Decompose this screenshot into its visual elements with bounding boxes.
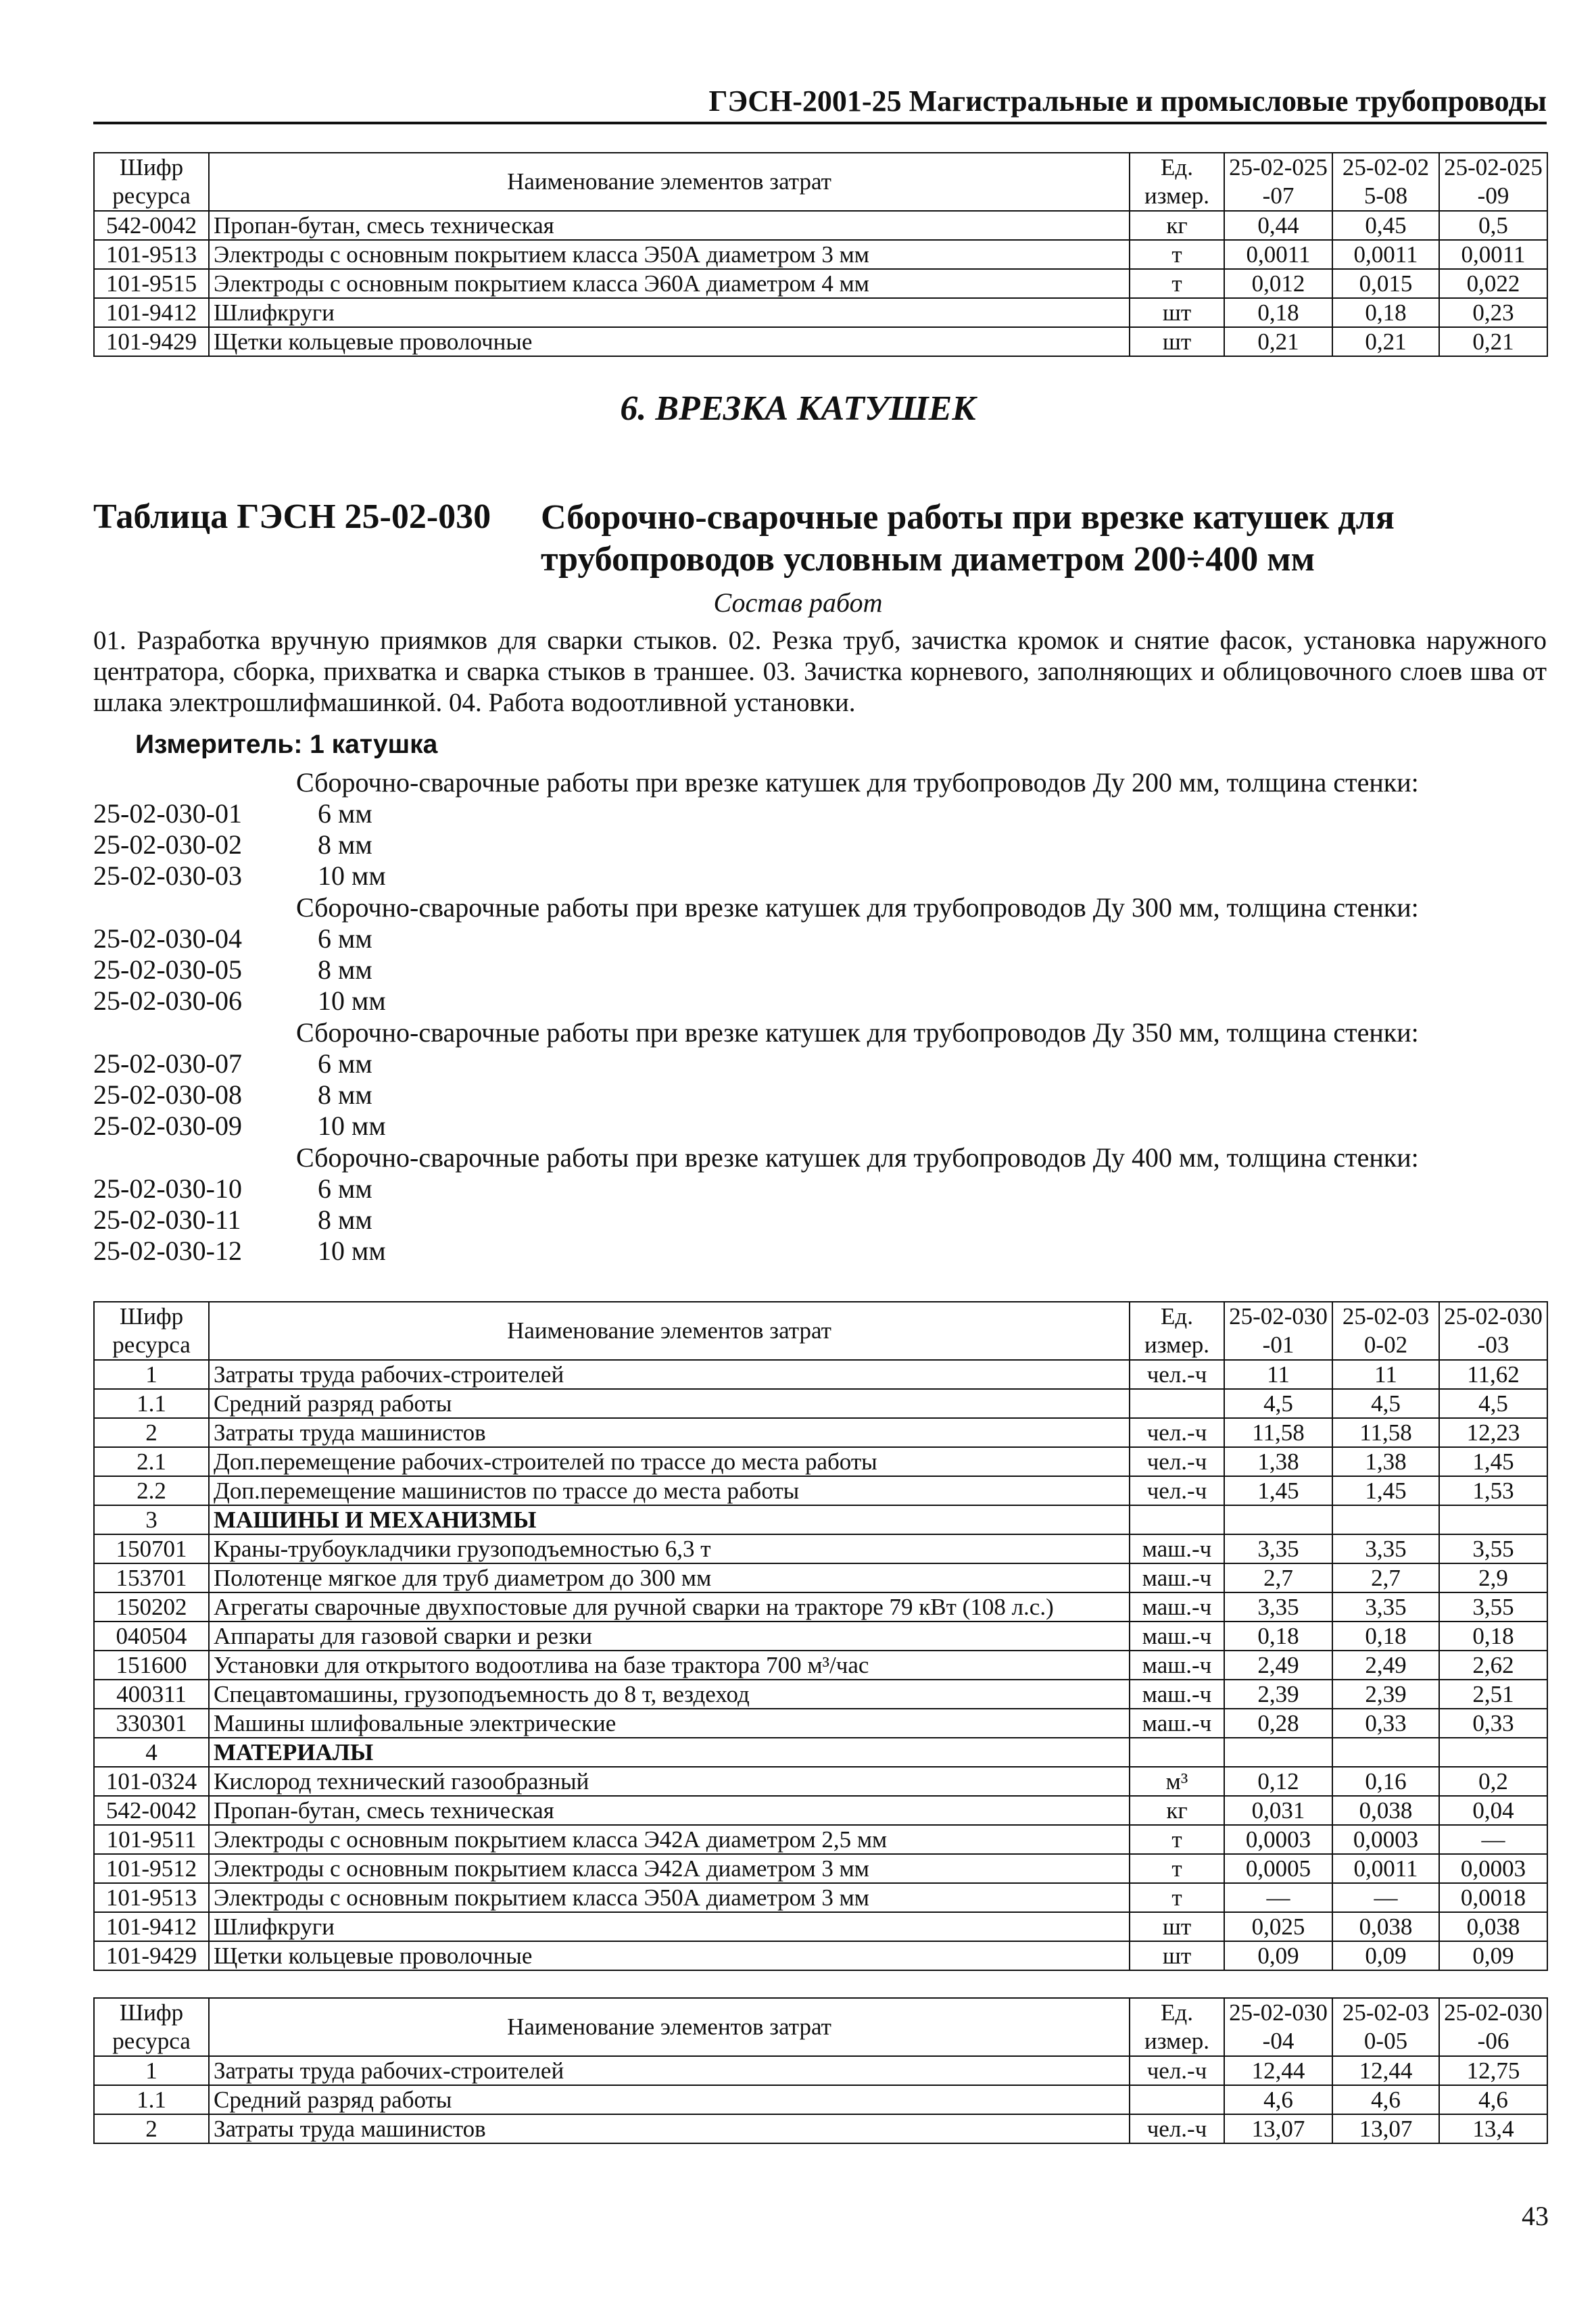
cell-value-3: 12,23 (1439, 1418, 1547, 1447)
cell-unit: маш.-ч (1130, 1534, 1224, 1563)
header-col-3: 25-02-030-03 (1439, 1302, 1547, 1360)
header-unit: Ед. измер. (1130, 1998, 1224, 2056)
cell-code: 150202 (94, 1592, 209, 1622)
table-row (94, 1447, 1547, 1476)
cell-unit: маш.-ч (1130, 1563, 1224, 1592)
cell-code: 2.2 (94, 1476, 209, 1505)
cell-value-2: 4,5 (1332, 1389, 1439, 1418)
cell-unit: т (1130, 1825, 1224, 1854)
cell-value-2: 4,6 (1332, 2085, 1439, 2114)
cell-unit: чел.-ч (1130, 2056, 1224, 2085)
header-col-2: 25-02-025-08 (1332, 153, 1439, 211)
cell-value-2 (1332, 1738, 1439, 1767)
variant-code: 25-02-030-07 (93, 1048, 242, 1079)
variant-item (93, 1236, 1547, 1267)
cell-name: Установки для открытого водоотлива на базе трактора 700 м³/час (209, 1651, 1130, 1680)
table-row (94, 2056, 1547, 2085)
cell-name: Средний разряд работы (209, 1389, 1130, 1418)
header-col-1: 25-02-030-04 (1224, 1998, 1332, 2056)
variant-group-heading: Сборочно-сварочные работы при врезке катушек для трубопроводов Ду 300 мм, толщина стенки: (296, 892, 1419, 923)
cell-code: 101-0324 (94, 1767, 209, 1796)
cell-code: 542-0042 (94, 1796, 209, 1825)
cell-value-1: 11 (1224, 1360, 1332, 1389)
variant-thickness: 8 мм (318, 1204, 372, 1235)
cell-unit: шт (1130, 327, 1224, 356)
header-col-2: 25-02-030-05 (1332, 1998, 1439, 2056)
cell-value-3: 13,4 (1439, 2114, 1547, 2143)
cell-name: Шлифкруги (209, 1912, 1130, 1941)
cell-name: Пропан-бутан, смесь техническая (209, 211, 1130, 240)
cell-code: 2.1 (94, 1447, 209, 1476)
cell-code: 400311 (94, 1680, 209, 1709)
table-row (94, 1912, 1547, 1941)
table-row (94, 1505, 1547, 1534)
cell-value-3: 0,21 (1439, 327, 1547, 356)
resource-table-next (93, 1997, 1548, 2144)
cell-unit: маш.-ч (1130, 1709, 1224, 1738)
cell-unit (1130, 1738, 1224, 1767)
variant-item (93, 1111, 1547, 1142)
cell-value-1: 1,45 (1224, 1476, 1332, 1505)
cell-value-1: 0,0005 (1224, 1854, 1332, 1883)
header-col-2: 25-02-030-02 (1332, 1302, 1439, 1360)
composition-title: Состав работ (713, 587, 883, 618)
page-header (93, 80, 1547, 124)
cell-name: Доп.перемещение рабочих-строителей по трассе до места работы (209, 1447, 1130, 1476)
cell-code: 3 (94, 1505, 209, 1534)
header-col-1: 25-02-030-01 (1224, 1302, 1332, 1360)
cell-unit: т (1130, 1854, 1224, 1883)
cell-code: 040504 (94, 1622, 209, 1651)
cell-value-3 (1439, 1738, 1547, 1767)
cell-value-2: 0,038 (1332, 1796, 1439, 1825)
table-row (94, 1854, 1547, 1883)
cell-value-2: 0,33 (1332, 1709, 1439, 1738)
cell-unit: шт (1130, 298, 1224, 327)
cell-value-3: 3,55 (1439, 1534, 1547, 1563)
cell-code: 330301 (94, 1709, 209, 1738)
variant-thickness: 10 мм (318, 1111, 386, 1141)
cell-value-3: 2,62 (1439, 1651, 1547, 1680)
variant-thickness: 6 мм (318, 1173, 372, 1204)
cell-value-2: 0,16 (1332, 1767, 1439, 1796)
table-header-row (94, 1302, 1547, 1360)
header-code: Шифр ресурса (94, 1998, 209, 2056)
variant-item (93, 985, 1547, 1017)
cell-code: 542-0042 (94, 211, 209, 240)
cell-code: 101-9412 (94, 1912, 209, 1941)
variant-item (93, 1048, 1547, 1079)
cell-value-1: 4,6 (1224, 2085, 1332, 2114)
table-row (94, 240, 1547, 269)
cell-name: МАТЕРИАЛЫ (209, 1738, 1130, 1767)
variant-code: 25-02-030-02 (93, 829, 242, 860)
cell-value-2: 0,45 (1332, 211, 1439, 240)
cell-name: МАШИНЫ И МЕХАНИЗМЫ (209, 1505, 1130, 1534)
cell-value-2: 11,58 (1332, 1418, 1439, 1447)
table-row (94, 1709, 1547, 1738)
cell-name: Пропан-бутан, смесь техническая (209, 1796, 1130, 1825)
table-row (94, 1360, 1547, 1389)
cell-name: Электроды с основным покрытием класса Э50А диаметром 3 мм (209, 1883, 1130, 1912)
cell-code: 101-9515 (94, 269, 209, 298)
cell-unit: чел.-ч (1130, 1447, 1224, 1476)
cell-value-2: — (1332, 1883, 1439, 1912)
resource-table-main (93, 1301, 1548, 1971)
variant-thickness: 10 мм (318, 860, 386, 891)
cell-value-2: 13,07 (1332, 2114, 1439, 2143)
cell-value-3: — (1439, 1825, 1547, 1854)
cell-code: 101-9513 (94, 1883, 209, 1912)
cell-value-3: 2,51 (1439, 1680, 1547, 1709)
cell-name: Краны-трубоукладчики грузоподъемностью 6,3 т (209, 1534, 1130, 1563)
table-row (94, 1592, 1547, 1622)
variant-code: 25-02-030-12 (93, 1236, 242, 1266)
cell-code: 150701 (94, 1534, 209, 1563)
cell-value-2: 2,49 (1332, 1651, 1439, 1680)
cell-value-1: 3,35 (1224, 1592, 1332, 1622)
cell-value-2: 2,39 (1332, 1680, 1439, 1709)
cell-name: Кислород технический газообразный (209, 1767, 1130, 1796)
cell-name: Электроды с основным покрытием класса Э50А диаметром 3 мм (209, 240, 1130, 269)
variant-group-heading: Сборочно-сварочные работы при врезке катушек для трубопроводов Ду 200 мм, толщина стенки: (296, 767, 1419, 798)
cell-name: Машины шлифовальные электрические (209, 1709, 1130, 1738)
table-row (94, 1418, 1547, 1447)
header-unit: Ед. измер. (1130, 153, 1224, 211)
resource-table-prev (93, 152, 1548, 357)
cell-value-3: 0,022 (1439, 269, 1547, 298)
cell-value-3: 3,55 (1439, 1592, 1547, 1622)
header-col-3: 25-02-025-09 (1439, 153, 1547, 211)
table-header-row (94, 1998, 1547, 2056)
table-row (94, 1883, 1547, 1912)
variant-item (93, 1173, 1547, 1204)
table-row (94, 1651, 1547, 1680)
header-unit: Ед. измер. (1130, 1302, 1224, 1360)
table-row (94, 1476, 1547, 1505)
cell-value-3: 0,038 (1439, 1912, 1547, 1941)
cell-code: 101-9429 (94, 327, 209, 356)
cell-value-3: 0,2 (1439, 1767, 1547, 1796)
variant-code: 25-02-030-10 (93, 1173, 242, 1204)
cell-unit: м³ (1130, 1767, 1224, 1796)
header-code: Шифр ресурса (94, 1302, 209, 1360)
cell-value-2: 0,0003 (1332, 1825, 1439, 1854)
table-row (94, 298, 1547, 327)
cell-code: 2 (94, 2114, 209, 2143)
cell-unit: т (1130, 269, 1224, 298)
variant-thickness: 8 мм (318, 829, 372, 860)
cell-value-2: 0,18 (1332, 1622, 1439, 1651)
cell-name: Агрегаты сварочные двухпостовые для ручной сварки на тракторе 79 кВт (108 л.с.) (209, 1592, 1130, 1622)
cell-unit (1130, 1389, 1224, 1418)
variant-code: 25-02-030-03 (93, 860, 242, 891)
cell-name: Электроды с основным покрытием класса Э60А диаметром 4 мм (209, 269, 1130, 298)
cell-value-1 (1224, 1738, 1332, 1767)
cell-code: 1.1 (94, 1389, 209, 1418)
cell-name: Затраты труда машинистов (209, 1418, 1130, 1447)
cell-value-1: 0,44 (1224, 211, 1332, 240)
cell-value-1 (1224, 1505, 1332, 1534)
cell-value-1: 0,18 (1224, 298, 1332, 327)
cell-name: Спецавтомашины, грузоподъемность до 8 т, вездеход (209, 1680, 1130, 1709)
cell-value-1: 1,38 (1224, 1447, 1332, 1476)
variant-item (93, 923, 1547, 954)
cell-code: 151600 (94, 1651, 209, 1680)
table-row (94, 269, 1547, 298)
cell-value-1: 0,28 (1224, 1709, 1332, 1738)
composition-text: 01. Разработка вручную приямков для сварки стыков. 02. Резка труб, зачистка кромок и снятие фасок, установка наружного центратора, сборка, прихватка и сварка стыков в траншее. 03. Зачистка корневого, заполняющих и облицовочного слоев шва от шлака электрошлифмашинкой. 04. Работа водоотливной установки. (93, 626, 1547, 717)
cell-value-3: 2,9 (1439, 1563, 1547, 1592)
cell-value-1: 0,0011 (1224, 240, 1332, 269)
variant-item (93, 860, 1547, 892)
header-code: Шифр ресурса (94, 153, 209, 211)
table-row (94, 1534, 1547, 1563)
variants-list (93, 766, 1547, 1267)
table-row (94, 327, 1547, 356)
table-header-row (94, 153, 1547, 211)
cell-value-2: 12,44 (1332, 2056, 1439, 2085)
cell-value-3: 0,0003 (1439, 1854, 1547, 1883)
cell-unit: т (1130, 240, 1224, 269)
cell-unit: маш.-ч (1130, 1680, 1224, 1709)
variant-item (93, 954, 1547, 985)
variant-code: 25-02-030-06 (93, 985, 242, 1016)
cell-value-2: 11 (1332, 1360, 1439, 1389)
cell-value-3 (1439, 1505, 1547, 1534)
cell-name: Аппараты для газовой сварки и резки (209, 1622, 1130, 1651)
cell-code: 1 (94, 2056, 209, 2085)
variant-item (93, 798, 1547, 829)
table-name: Сборочно-сварочные работы при врезке катушек для трубопроводов условным диаметром 200÷400 мм (541, 498, 1395, 579)
variant-code: 25-02-030-01 (93, 798, 242, 829)
cell-value-1: 0,09 (1224, 1941, 1332, 1970)
cell-value-1: — (1224, 1883, 1332, 1912)
cell-unit: т (1130, 1883, 1224, 1912)
cell-unit: чел.-ч (1130, 1360, 1224, 1389)
cell-value-3: 0,23 (1439, 298, 1547, 327)
table-code: Таблица ГЭСН 25-02-030 (93, 497, 491, 536)
cell-value-2: 0,21 (1332, 327, 1439, 356)
cell-name: Затраты труда рабочих-строителей (209, 1360, 1130, 1389)
cell-unit: шт (1130, 1941, 1224, 1970)
cell-name: Средний разряд работы (209, 2085, 1130, 2114)
cell-value-1: 0,012 (1224, 269, 1332, 298)
header-name: Наименование элементов затрат (209, 1998, 1130, 2056)
cell-unit: чел.-ч (1130, 1476, 1224, 1505)
cell-value-3: 0,18 (1439, 1622, 1547, 1651)
cell-unit: шт (1130, 1912, 1224, 1941)
variant-thickness: 10 мм (318, 985, 386, 1016)
cell-value-2: 3,35 (1332, 1534, 1439, 1563)
cell-value-1: 0,0003 (1224, 1825, 1332, 1854)
header-name: Наименование элементов затрат (209, 1302, 1130, 1360)
cell-value-3: 4,6 (1439, 2085, 1547, 2114)
cell-value-3: 0,09 (1439, 1941, 1547, 1970)
cell-code: 153701 (94, 1563, 209, 1592)
header-name: Наименование элементов затрат (209, 153, 1130, 211)
cell-unit: чел.-ч (1130, 2114, 1224, 2143)
variant-thickness: 8 мм (318, 1079, 372, 1110)
cell-value-3: 0,5 (1439, 211, 1547, 240)
table-row (94, 211, 1547, 240)
cell-value-1: 3,35 (1224, 1534, 1332, 1563)
cell-value-2: 0,18 (1332, 298, 1439, 327)
cell-name: Затраты труда рабочих-строителей (209, 2056, 1130, 2085)
cell-code: 101-9412 (94, 298, 209, 327)
variant-group-heading: Сборочно-сварочные работы при врезке катушек для трубопроводов Ду 350 мм, толщина стенки: (296, 1017, 1419, 1048)
cell-value-2: 1,45 (1332, 1476, 1439, 1505)
cell-name: Щетки кольцевые проволочные (209, 1941, 1130, 1970)
cell-code: 4 (94, 1738, 209, 1767)
variant-thickness: 10 мм (318, 1236, 386, 1266)
variant-code: 25-02-030-09 (93, 1111, 242, 1141)
cell-value-3: 4,5 (1439, 1389, 1547, 1418)
cell-name: Электроды с основным покрытием класса Э42А диаметром 2,5 мм (209, 1825, 1130, 1854)
table-row (94, 1767, 1547, 1796)
cell-unit: чел.-ч (1130, 1418, 1224, 1447)
cell-value-1: 2,39 (1224, 1680, 1332, 1709)
cell-unit: маш.-ч (1130, 1622, 1224, 1651)
cell-value-3: 0,0018 (1439, 1883, 1547, 1912)
cell-unit (1130, 1505, 1224, 1534)
cell-value-3: 1,53 (1439, 1476, 1547, 1505)
header-col-3: 25-02-030-06 (1439, 1998, 1547, 2056)
cell-value-1: 4,5 (1224, 1389, 1332, 1418)
cell-code: 1.1 (94, 2085, 209, 2114)
variant-item (93, 1204, 1547, 1236)
cell-code: 101-9512 (94, 1854, 209, 1883)
cell-value-1: 12,44 (1224, 2056, 1332, 2085)
cell-value-1: 0,031 (1224, 1796, 1332, 1825)
variant-group-heading: Сборочно-сварочные работы при врезке катушек для трубопроводов Ду 400 мм, толщина стенки: (296, 1142, 1419, 1173)
header-title: ГЭСН-2001-25 Магистральные и промысловые трубопроводы (708, 84, 1547, 118)
cell-name: Доп.перемещение машинистов по трассе до места работы (209, 1476, 1130, 1505)
cell-value-1: 0,12 (1224, 1767, 1332, 1796)
cell-value-2 (1332, 1505, 1439, 1534)
cell-code: 1 (94, 1360, 209, 1389)
cell-value-1: 2,7 (1224, 1563, 1332, 1592)
table-row (94, 1622, 1547, 1651)
table-row (94, 1738, 1547, 1767)
table-row (94, 1680, 1547, 1709)
cell-value-2: 0,09 (1332, 1941, 1439, 1970)
cell-unit: кг (1130, 1796, 1224, 1825)
variant-item (93, 829, 1547, 860)
cell-value-3: 11,62 (1439, 1360, 1547, 1389)
cell-code: 101-9513 (94, 240, 209, 269)
variant-code: 25-02-030-05 (93, 954, 242, 985)
cell-value-3: 0,0011 (1439, 240, 1547, 269)
header-col-1: 25-02-025-07 (1224, 153, 1332, 211)
variant-code: 25-02-030-11 (93, 1204, 241, 1235)
table-row (94, 1941, 1547, 1970)
cell-value-1: 2,49 (1224, 1651, 1332, 1680)
section-title: 6. ВРЕЗКА КАТУШЕК (620, 389, 976, 428)
cell-unit: кг (1130, 211, 1224, 240)
cell-name: Полотенце мягкое для труб диаметром до 300 мм (209, 1563, 1130, 1592)
variant-thickness: 6 мм (318, 1048, 372, 1079)
page-number: 43 (1522, 2201, 1549, 2231)
cell-value-3: 12,75 (1439, 2056, 1547, 2085)
cell-value-3: 1,45 (1439, 1447, 1547, 1476)
cell-value-1: 0,025 (1224, 1912, 1332, 1941)
cell-code: 101-9511 (94, 1825, 209, 1854)
cell-name: Щетки кольцевые проволочные (209, 327, 1130, 356)
table-row (94, 1389, 1547, 1418)
cell-value-2: 0,015 (1332, 269, 1439, 298)
cell-value-2: 0,0011 (1332, 1854, 1439, 1883)
cell-value-3: 0,04 (1439, 1796, 1547, 1825)
cell-name: Шлифкруги (209, 298, 1130, 327)
variant-code: 25-02-030-04 (93, 923, 242, 954)
variant-item (93, 1079, 1547, 1111)
cell-value-1: 0,21 (1224, 327, 1332, 356)
cell-unit: маш.-ч (1130, 1592, 1224, 1622)
cell-value-3: 0,33 (1439, 1709, 1547, 1738)
cell-name: Электроды с основным покрытием класса Э42А диаметром 3 мм (209, 1854, 1130, 1883)
cell-value-2: 1,38 (1332, 1447, 1439, 1476)
measure-unit: Измеритель: 1 катушка (135, 730, 438, 759)
cell-unit: маш.-ч (1130, 1651, 1224, 1680)
variant-thickness: 6 мм (318, 798, 372, 829)
cell-value-2: 3,35 (1332, 1592, 1439, 1622)
cell-value-2: 0,0011 (1332, 240, 1439, 269)
cell-value-2: 2,7 (1332, 1563, 1439, 1592)
cell-code: 101-9429 (94, 1941, 209, 1970)
table-row (94, 2085, 1547, 2114)
variant-thickness: 8 мм (318, 954, 372, 985)
variant-thickness: 6 мм (318, 923, 372, 954)
cell-value-2: 0,038 (1332, 1912, 1439, 1941)
table-row (94, 1563, 1547, 1592)
cell-value-1: 0,18 (1224, 1622, 1332, 1651)
table-row (94, 1825, 1547, 1854)
table-row (94, 1796, 1547, 1825)
table-row (94, 2114, 1547, 2143)
cell-code: 2 (94, 1418, 209, 1447)
cell-value-1: 11,58 (1224, 1418, 1332, 1447)
variant-code: 25-02-030-08 (93, 1079, 242, 1110)
cell-name: Затраты труда машинистов (209, 2114, 1130, 2143)
cell-unit (1130, 2085, 1224, 2114)
cell-value-1: 13,07 (1224, 2114, 1332, 2143)
